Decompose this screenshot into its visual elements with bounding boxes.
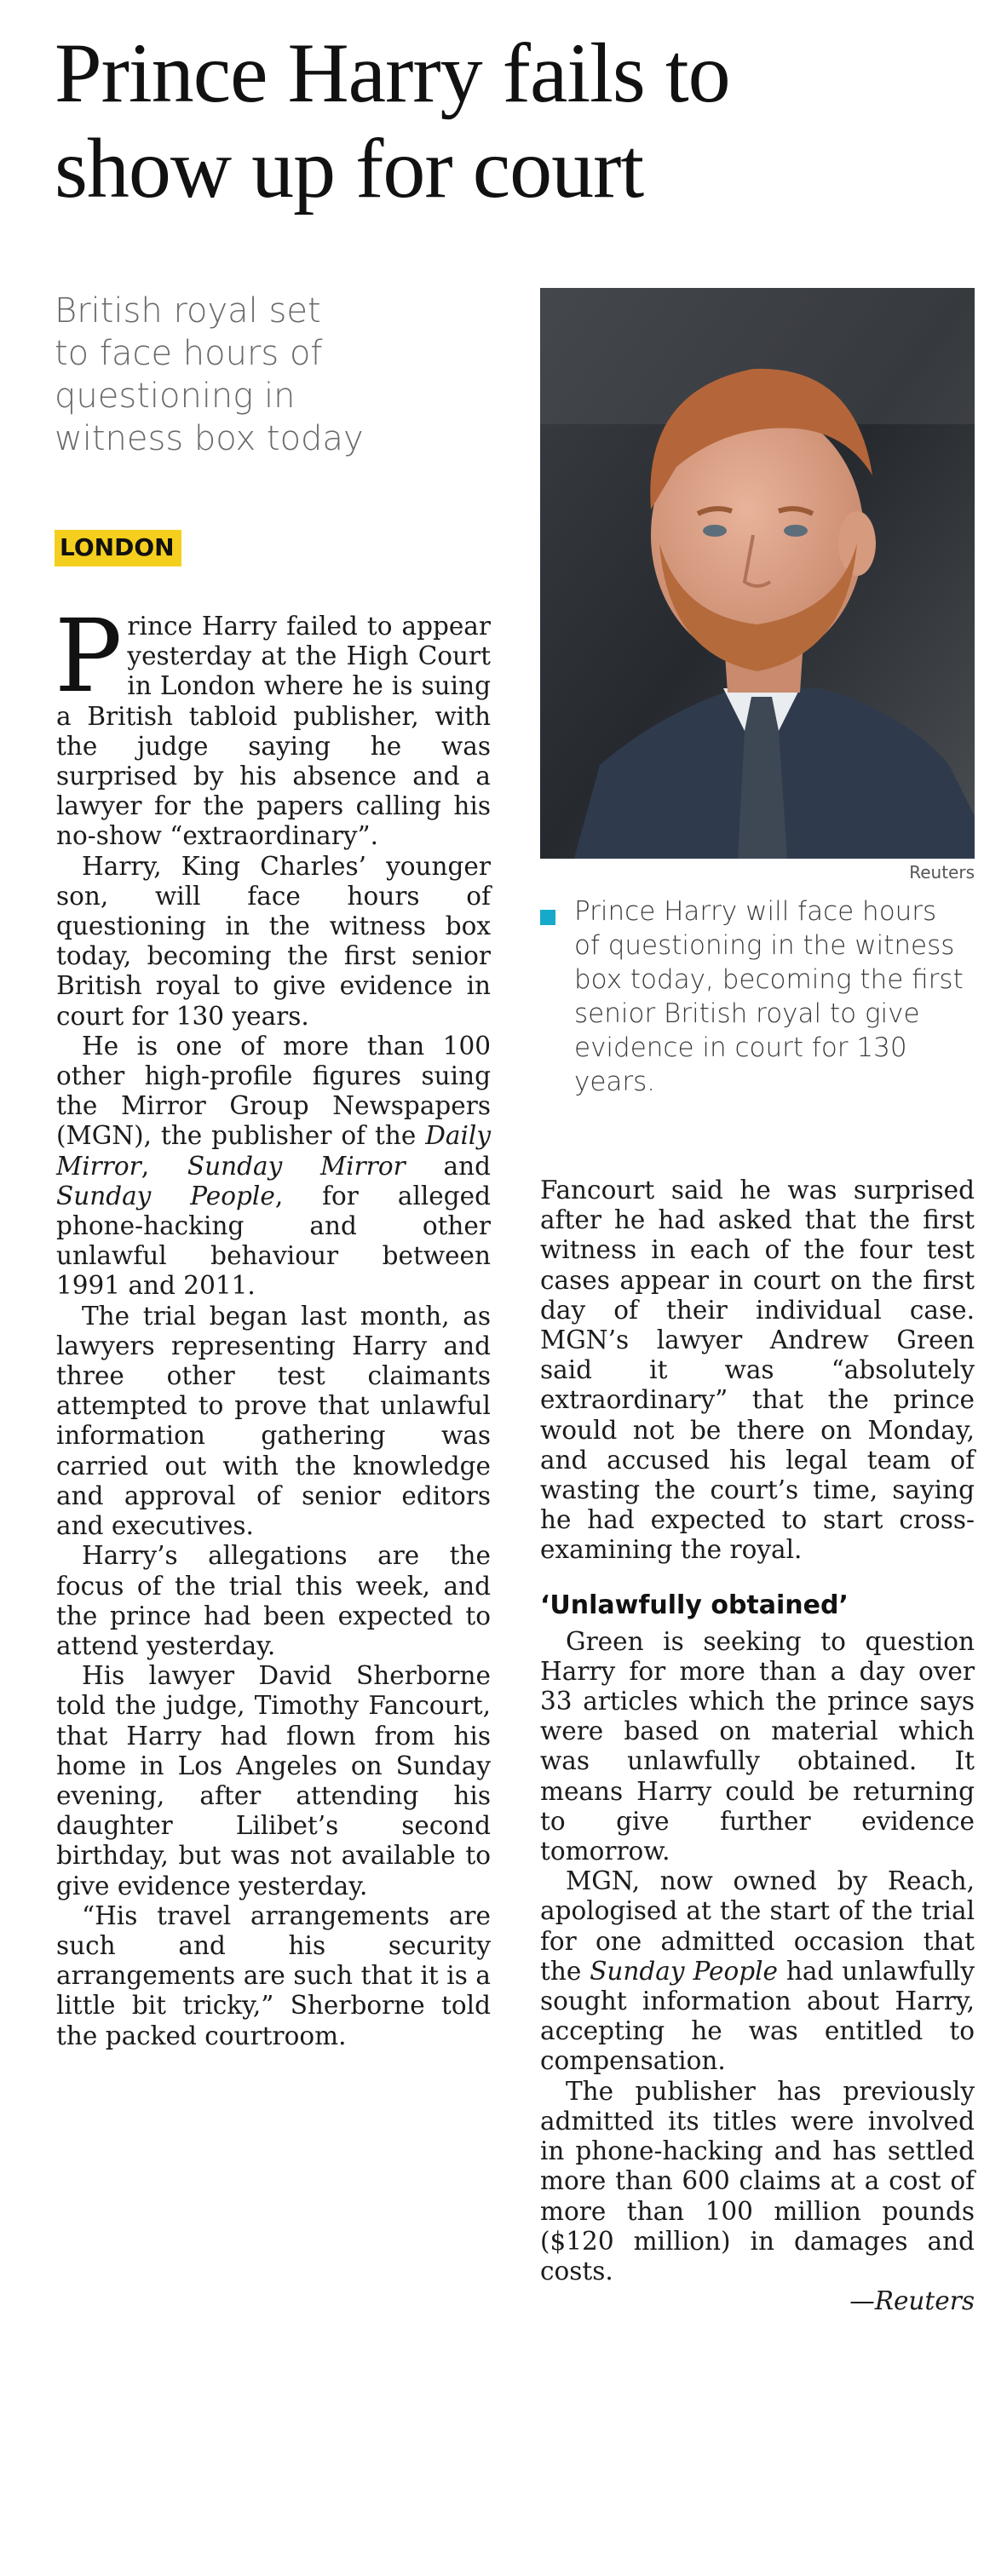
headline: Prince Harry fails to show up for court xyxy=(55,26,730,216)
dateline-label: LONDON xyxy=(55,530,181,566)
drop-cap: P xyxy=(55,597,123,715)
paragraph-4: The trial began last month, as lawyers representing Harry and three other test claimants attempted to prove that unlawful information gathering was carried out with the knowledge and approval of senior editors and executives. xyxy=(56,1301,491,1541)
paragraph-6: His lawyer David Sherborne told the judge, Timothy Fancourt, that Harry had flown from his home in Los Angeles on Sunday evening, after attending his daughter Lilibet’s second birthday, but was not available to give evidence yesterday. xyxy=(56,1661,491,1900)
paragraph-7: “His travel arrangements are such and his security arrangements are such that it is a little bit tricky,” Sherborne told the packed courtroom. xyxy=(56,1900,491,2050)
article-column-2 xyxy=(540,1176,975,2316)
photo-caption xyxy=(540,894,966,1099)
photo-credit: Reuters xyxy=(909,862,975,883)
paragraph-2: Harry, King Charles’ younger son, will face hours of questioning in the witness box today, becoming the first senior British royal to give evidence in court for 130 years. xyxy=(56,851,491,1031)
paragraph-11: The publisher has previously admitted its titles were involved in phone-hacking and has settled more than 600 claims at a cost of more than 100 million pounds ($120 million) in damages and costs. xyxy=(540,2076,975,2286)
standfirst: British royal set to face hours of questioning in witness box today xyxy=(55,291,364,458)
paragraph-8: Fancourt said he was surprised after he had asked that the first witness in each of the four test cases appear in court on the first day of their individual case. MGN’s lawyer Andrew Green said it was “absolutely extraordinary” that the prince would not be there on Monday, and accused his legal team of wasting the court’s time, saying he had expected to start cross-examining the royal. xyxy=(540,1176,975,1565)
paragraph-10: MGN, now owned by Reach, apologised at the start of the trial for one admitted occasion that the Sunday People had unlawfully sought information about Harry, accepting he was entitled to compensation. xyxy=(540,1866,975,2076)
subhead: ‘Unlawfully obtained’ xyxy=(540,1590,849,1620)
paragraph-9: Green is seeking to question Harry for more than a day over 33 articles which the prince says were based on material which was unlawfully obtained. It means Harry could be returning to give further evidence tomorrow. xyxy=(540,1626,975,1866)
paragraph-3: He is one of more than 100 other high-profile figures suing the Mirror Group Newspapers (MGN), the publisher of the Daily Mirror, Sunday Mirror and Sunday People, for alleged phone-hacking and other unlawful behaviour between 1991 and 2011. xyxy=(56,1031,491,1301)
caption-square-marker-icon xyxy=(540,910,555,925)
paragraph-5: Harry’s allegations are the focus of the trial this week, and the prince had been expected to attend yesterday. xyxy=(56,1541,491,1660)
article-column-1 xyxy=(55,597,491,2051)
paragraph-1: Prince Harry failed to appear yesterday at the High Court in London where he is suing a British tabloid publisher, with the judge saying he was surprised by his absence and a lawyer for the papers calling his no-show “extraordinary”. xyxy=(55,597,491,851)
prince-harry-photo xyxy=(540,288,975,859)
caption-text: Prince Harry will face hours of questioning in the witness box today, becoming the first senior British royal to give evidence in court for 130 years. xyxy=(574,896,964,1097)
photo-illustration xyxy=(540,288,975,859)
signoff: —Reuters xyxy=(849,2286,975,2316)
